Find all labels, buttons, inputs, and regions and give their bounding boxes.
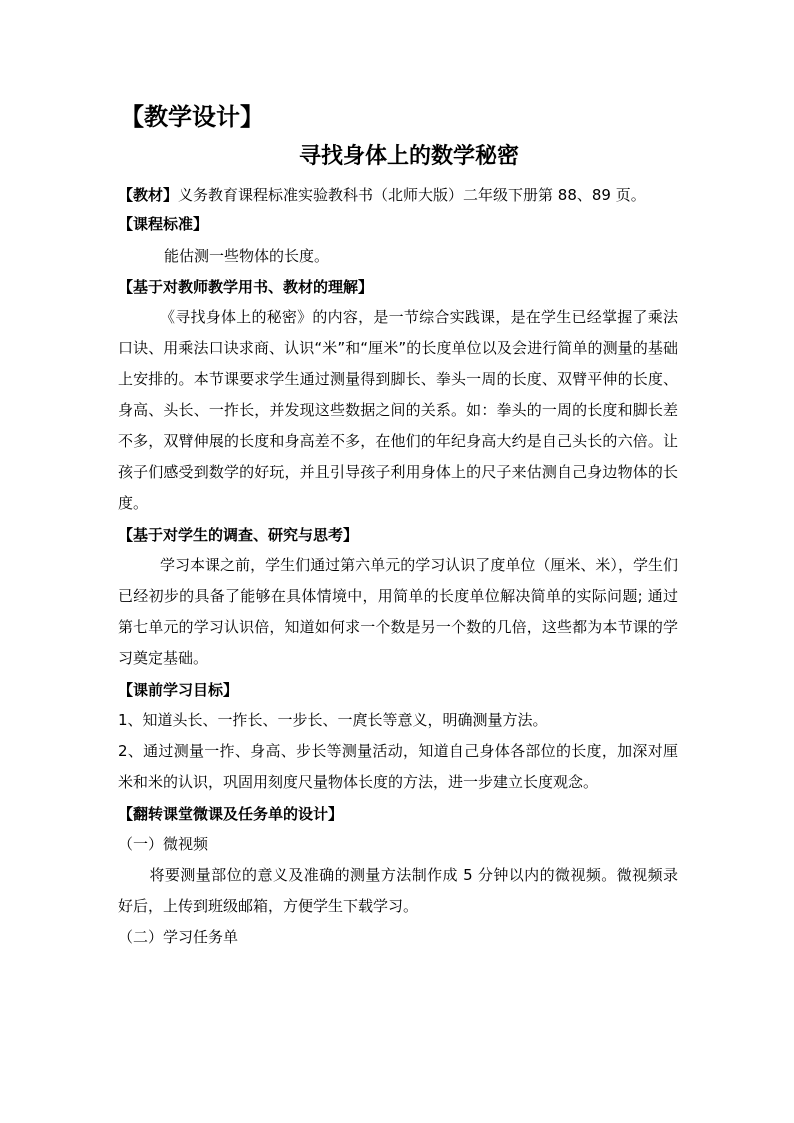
document-header: 【教学设计】 [120,103,264,131]
document-title: 寻找身体上的数学秘密 [298,144,519,169]
standard-heading: 【课程标准】 [118,215,209,233]
objective-item-2: 2、通过测量一拃、身高、步长等测量活动，知道自己身体各部位的长度，加深对厘米和米的认识，巩固用刻度尺量物体长度的方法，进一步建立长度观念。 [118,742,678,791]
textbook-line [118,181,678,210]
flipped-video-paragraph: 将要测量部位的意义及准确的测量方法制作成 5 分钟以内的微视频。微视频录好后，上传到班级邮箱，方便学生下载学习。 [118,866,678,915]
objective-item-1: 1、知道头长、一拃长、一步长、一庹长等意义，明确测量方法。 [118,711,548,729]
objectives-heading: 【课前学习目标】 [118,681,239,699]
document-body [118,181,678,953]
understanding-paragraph: 《寻找身体上的秘密》的内容，是一节综合实践课，是在学生已经掌握了乘法口诀、用乘法口诀求商、认识“米”和“厘米”的长度单位以及会进行简单的测量的基础上安排的。本节课要求学生通过测量得到脚长、拳头一周的长度、双臂平伸的长度、身高、头长、一拃长，并发现这些数据之间的关系。如：拳头的一周的长度和脚长差不多，双臂伸展的长度和身高差不多，在他们的年纪身高大约是自己头长的六倍。让孩子们感受到数学的好玩，并且引导孩子利用身体上的尺子来估测自己身边物体的长度。 [118,308,678,512]
students-paragraph: 学习本课之前，学生们通过第六单元的学习认识了度单位（厘米、米），学生们已经初步的具备了能够在具体情境中，用简单的长度单位解决简单的实际问题; 通过第七单元的学习认识倍，知道如何求一个数是另一个数的几倍，这些都为本节课的学习奠定基础。 [118,556,678,667]
flipped-sub-video: （一）微视频 [118,835,209,853]
textbook-text: 义务教育课程标准实验教科书（北师大版）二年级下册第 88、89 页。 [178,186,646,204]
students-heading: 【基于对学生的调查、研究与思考】 [118,526,359,544]
flipped-sub-tasksheet: （二）学习任务单 [118,928,239,946]
textbook-label: 【教材】 [118,186,179,204]
standard-text: 能估测一些物体的长度。 [164,247,330,265]
understanding-heading: 【基于对教师教学用书、教材的理解】 [118,278,374,296]
flipped-heading: 【翻转课堂微课及任务单的设计】 [118,805,344,823]
